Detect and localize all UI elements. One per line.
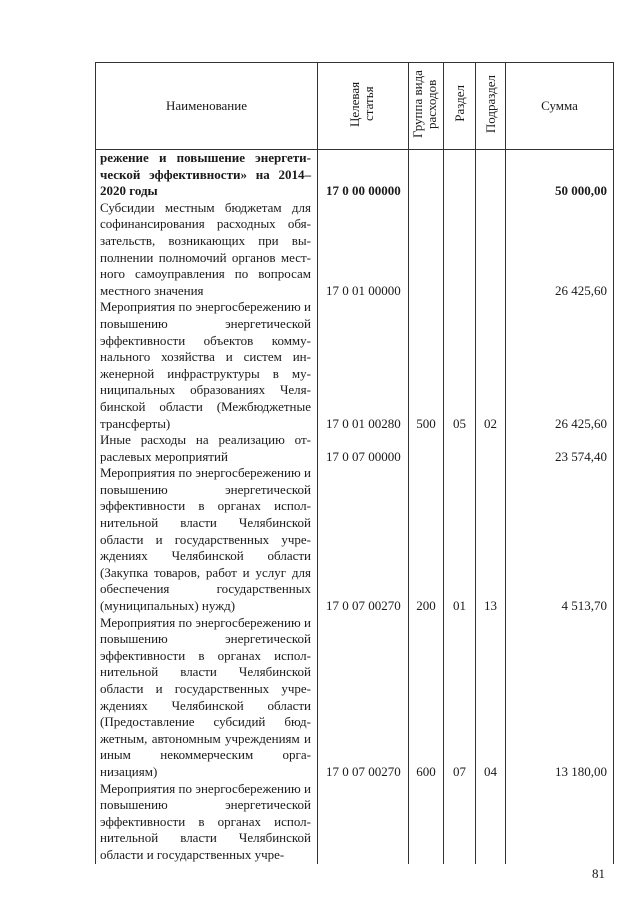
cell-section: 05 <box>444 299 476 432</box>
cell-subsection <box>476 781 506 864</box>
table-row <box>96 299 614 432</box>
table-row <box>96 432 614 465</box>
cell-article: 17 0 07 00270 <box>318 465 409 614</box>
cell-name: Субсидии местным бюджетам для софинансирования расходных обязательств, возникающих при выполнении полномочий органов местного самоуправления по вопросам местного значения <box>96 200 318 300</box>
cell-group: 200 <box>409 465 444 614</box>
cell-group <box>409 781 444 864</box>
cell-sum: 50 000,00 <box>506 150 614 200</box>
cell-section <box>444 200 476 300</box>
cell-name: Мероприятия по энергосбережению и повышению энергетической эффективности в органах исполнительной власти Челябинской области и государственных учреждениях Челябинской области (Закупка товаров, работ и услуг для обеспечения государственных (муниципальных) нужд) <box>96 465 318 614</box>
cell-article: 17 0 01 00280 <box>318 299 409 432</box>
header-sum: Сумма <box>506 63 614 150</box>
cell-section: 01 <box>444 465 476 614</box>
table-row <box>96 781 614 864</box>
cell-group: 500 <box>409 299 444 432</box>
cell-section: 07 <box>444 615 476 781</box>
cell-subsection: 02 <box>476 299 506 432</box>
cell-group <box>409 200 444 300</box>
cell-sum: 26 425,60 <box>506 299 614 432</box>
cell-subsection <box>476 200 506 300</box>
cell-group <box>409 432 444 465</box>
cell-article: 17 0 07 00270 <box>318 615 409 781</box>
table-row <box>96 150 614 200</box>
table-row <box>96 615 614 781</box>
cell-name: режение и повышение энергетической эффективности» на 2014–2020 годы <box>96 150 318 200</box>
cell-article <box>318 781 409 864</box>
cell-name: Мероприятия по энергосбережению и повышению энергетической эффективности в органах исполнительной власти Челябинской области и государственных учреждениях Челябинской области (Предоставление субсидий бюджетным, автономным учреждениям и иным некоммерческим организациям) <box>96 615 318 781</box>
cell-subsection: 04 <box>476 615 506 781</box>
header-subsection: Подраздел <box>476 63 506 150</box>
header-section: Раздел <box>444 63 476 150</box>
cell-section <box>444 150 476 200</box>
header-group: Группа вида расходов <box>409 63 444 150</box>
cell-sum: 26 425,60 <box>506 200 614 300</box>
table-row <box>96 465 614 614</box>
cell-group <box>409 150 444 200</box>
cell-subsection: 13 <box>476 465 506 614</box>
cell-name: Иные расходы на реализацию отраслевых мероприятий <box>96 432 318 465</box>
table-row <box>96 200 614 300</box>
cell-subsection <box>476 432 506 465</box>
header-name: Наименование <box>96 63 318 150</box>
cell-subsection <box>476 150 506 200</box>
cell-group: 600 <box>409 615 444 781</box>
cell-article: 17 0 01 00000 <box>318 200 409 300</box>
cell-section <box>444 432 476 465</box>
cell-sum: 23 574,40 <box>506 432 614 465</box>
header-article: Целевая статья <box>318 63 409 150</box>
cell-article: 17 0 00 00000 <box>318 150 409 200</box>
cell-sum: 13 180,00 <box>506 615 614 781</box>
page-number: 81 <box>592 866 605 881</box>
cell-sum <box>506 781 614 864</box>
cell-article: 17 0 07 00000 <box>318 432 409 465</box>
table-body <box>96 150 614 864</box>
cell-name: Мероприятия по энергосбережению и повышению энергетической эффективности объектов коммунального хозяйства и систем инженерной инфраструктуры в муниципальных образованиях Челябинской области (Межбюджетные трансферты) <box>96 299 318 432</box>
table-header-row <box>96 63 614 150</box>
cell-name: Мероприятия по энергосбережению и повышению энергетической эффективности в органах исполнительной власти Челябинской области и государственных учре- <box>96 781 318 864</box>
cell-section <box>444 781 476 864</box>
cell-sum: 4 513,70 <box>506 465 614 614</box>
budget-table <box>95 62 614 864</box>
